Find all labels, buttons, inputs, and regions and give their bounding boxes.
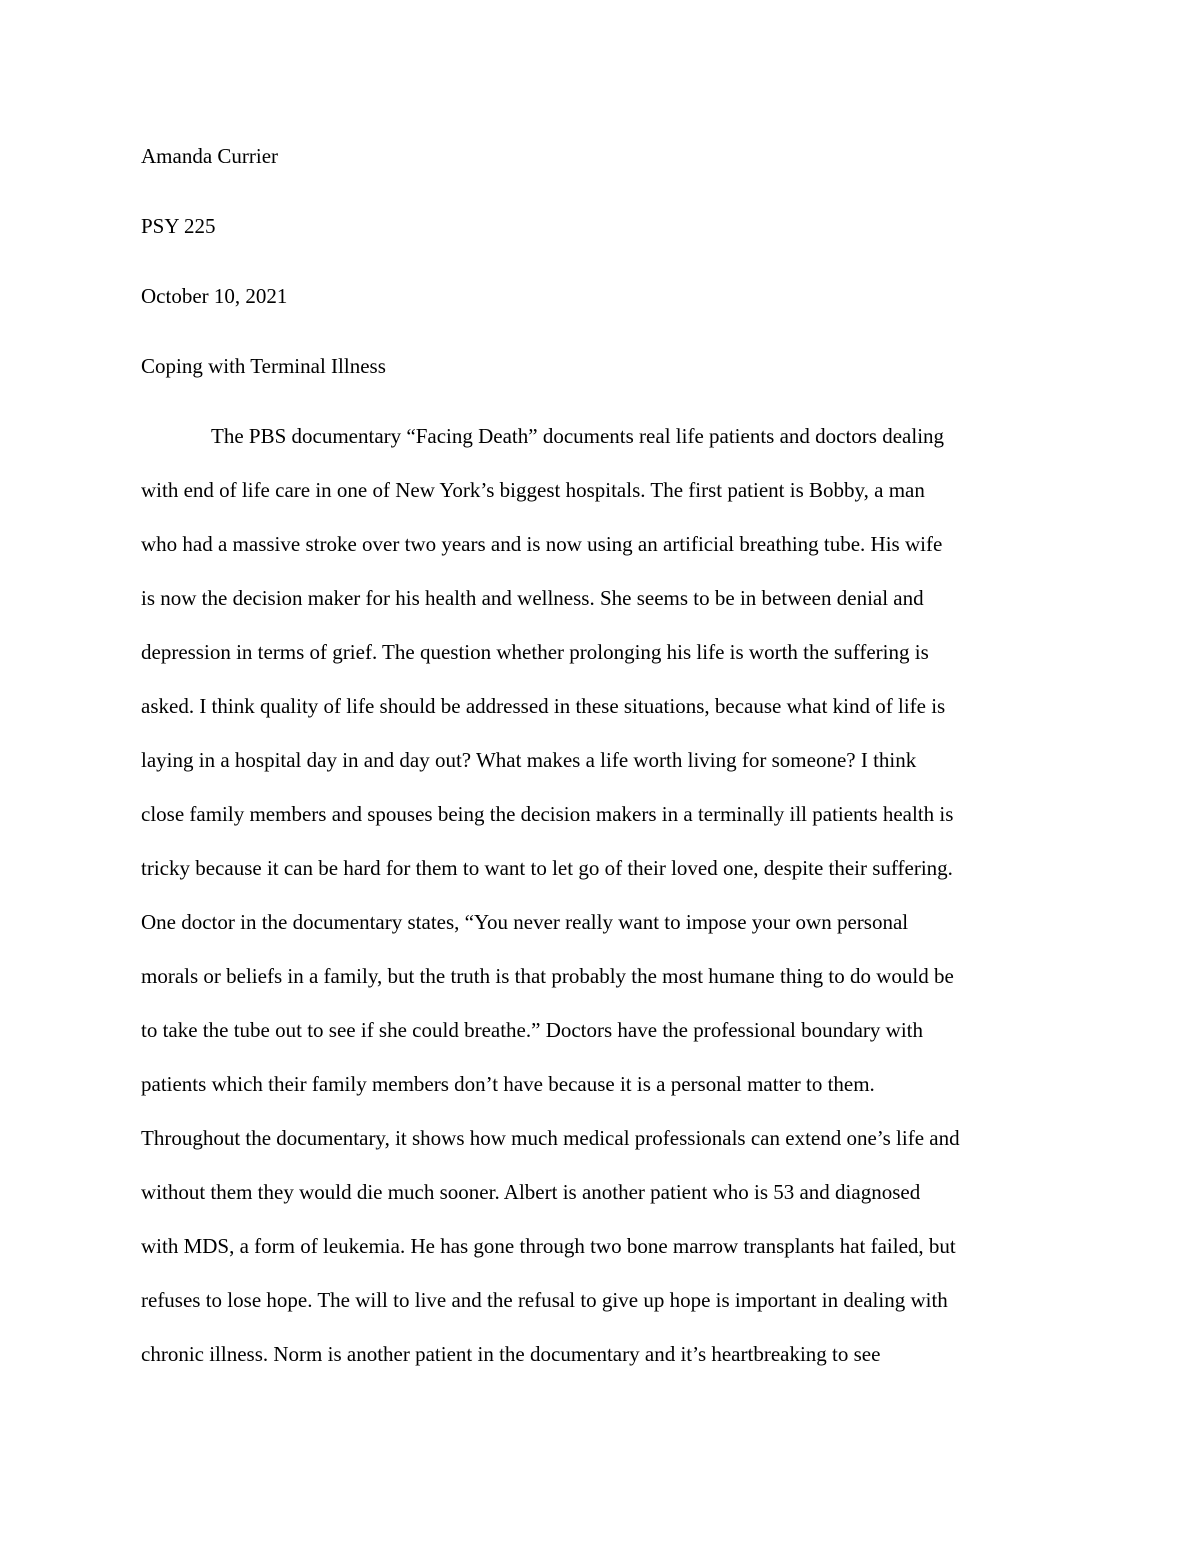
paragraph-line: without them they would die much sooner. Albert is another patient who is 53 and diagnosed — [141, 1180, 921, 1204]
paragraph-line: One doctor in the documentary states, “You never really want to impose your own personal — [141, 910, 909, 934]
paragraph-line: tricky because it can be hard for them to want to let go of their loved one, despite their suffering. — [141, 856, 953, 880]
paragraph-line: close family members and spouses being the decision makers in a terminally ill patients health is — [141, 802, 954, 826]
paragraph-line: morals or beliefs in a family, but the truth is that probably the most humane thing to do would be — [141, 964, 954, 988]
paragraph-line: refuses to lose hope. The will to live and the refusal to give up hope is important in dealing with — [141, 1288, 948, 1312]
paragraph-line: is now the decision maker for his health and wellness. She seems to be in between denial and — [141, 586, 924, 610]
course-code: PSY 225 — [141, 214, 216, 238]
paragraph-line: with MDS, a form of leukemia. He has gone through two bone marrow transplants hat failed, but — [141, 1234, 956, 1258]
document-date: October 10, 2021 — [141, 284, 288, 308]
paragraph-line: Throughout the documentary, it shows how much medical professionals can extend one’s life and — [141, 1126, 960, 1150]
paragraph-line: chronic illness. Norm is another patient in the documentary and it’s heartbreaking to see — [141, 1342, 881, 1366]
paragraph-line: patients which their family members don’t have because it is a personal matter to them. — [141, 1072, 875, 1096]
paragraph-line: laying in a hospital day in and day out? What makes a life worth living for someone? I think — [141, 748, 917, 772]
paragraph-line: to take the tube out to see if she could breathe.” Doctors have the professional boundary with — [141, 1018, 924, 1042]
paragraph-line: depression in terms of grief. The question whether prolonging his life is worth the suffering is — [141, 640, 929, 664]
paragraph-line: asked. I think quality of life should be addressed in these situations, because what kind of life is — [141, 694, 946, 718]
document-title: Coping with Terminal Illness — [141, 354, 386, 378]
author-name: Amanda Currier — [141, 144, 279, 168]
paragraph-line: with end of life care in one of New York’s biggest hospitals. The first patient is Bobby, a man — [141, 478, 925, 502]
paragraph-line: who had a massive stroke over two years and is now using an artificial breathing tube. His wife — [141, 532, 943, 556]
paragraph-line: The PBS documentary “Facing Death” documents real life patients and doctors dealing — [211, 424, 945, 448]
